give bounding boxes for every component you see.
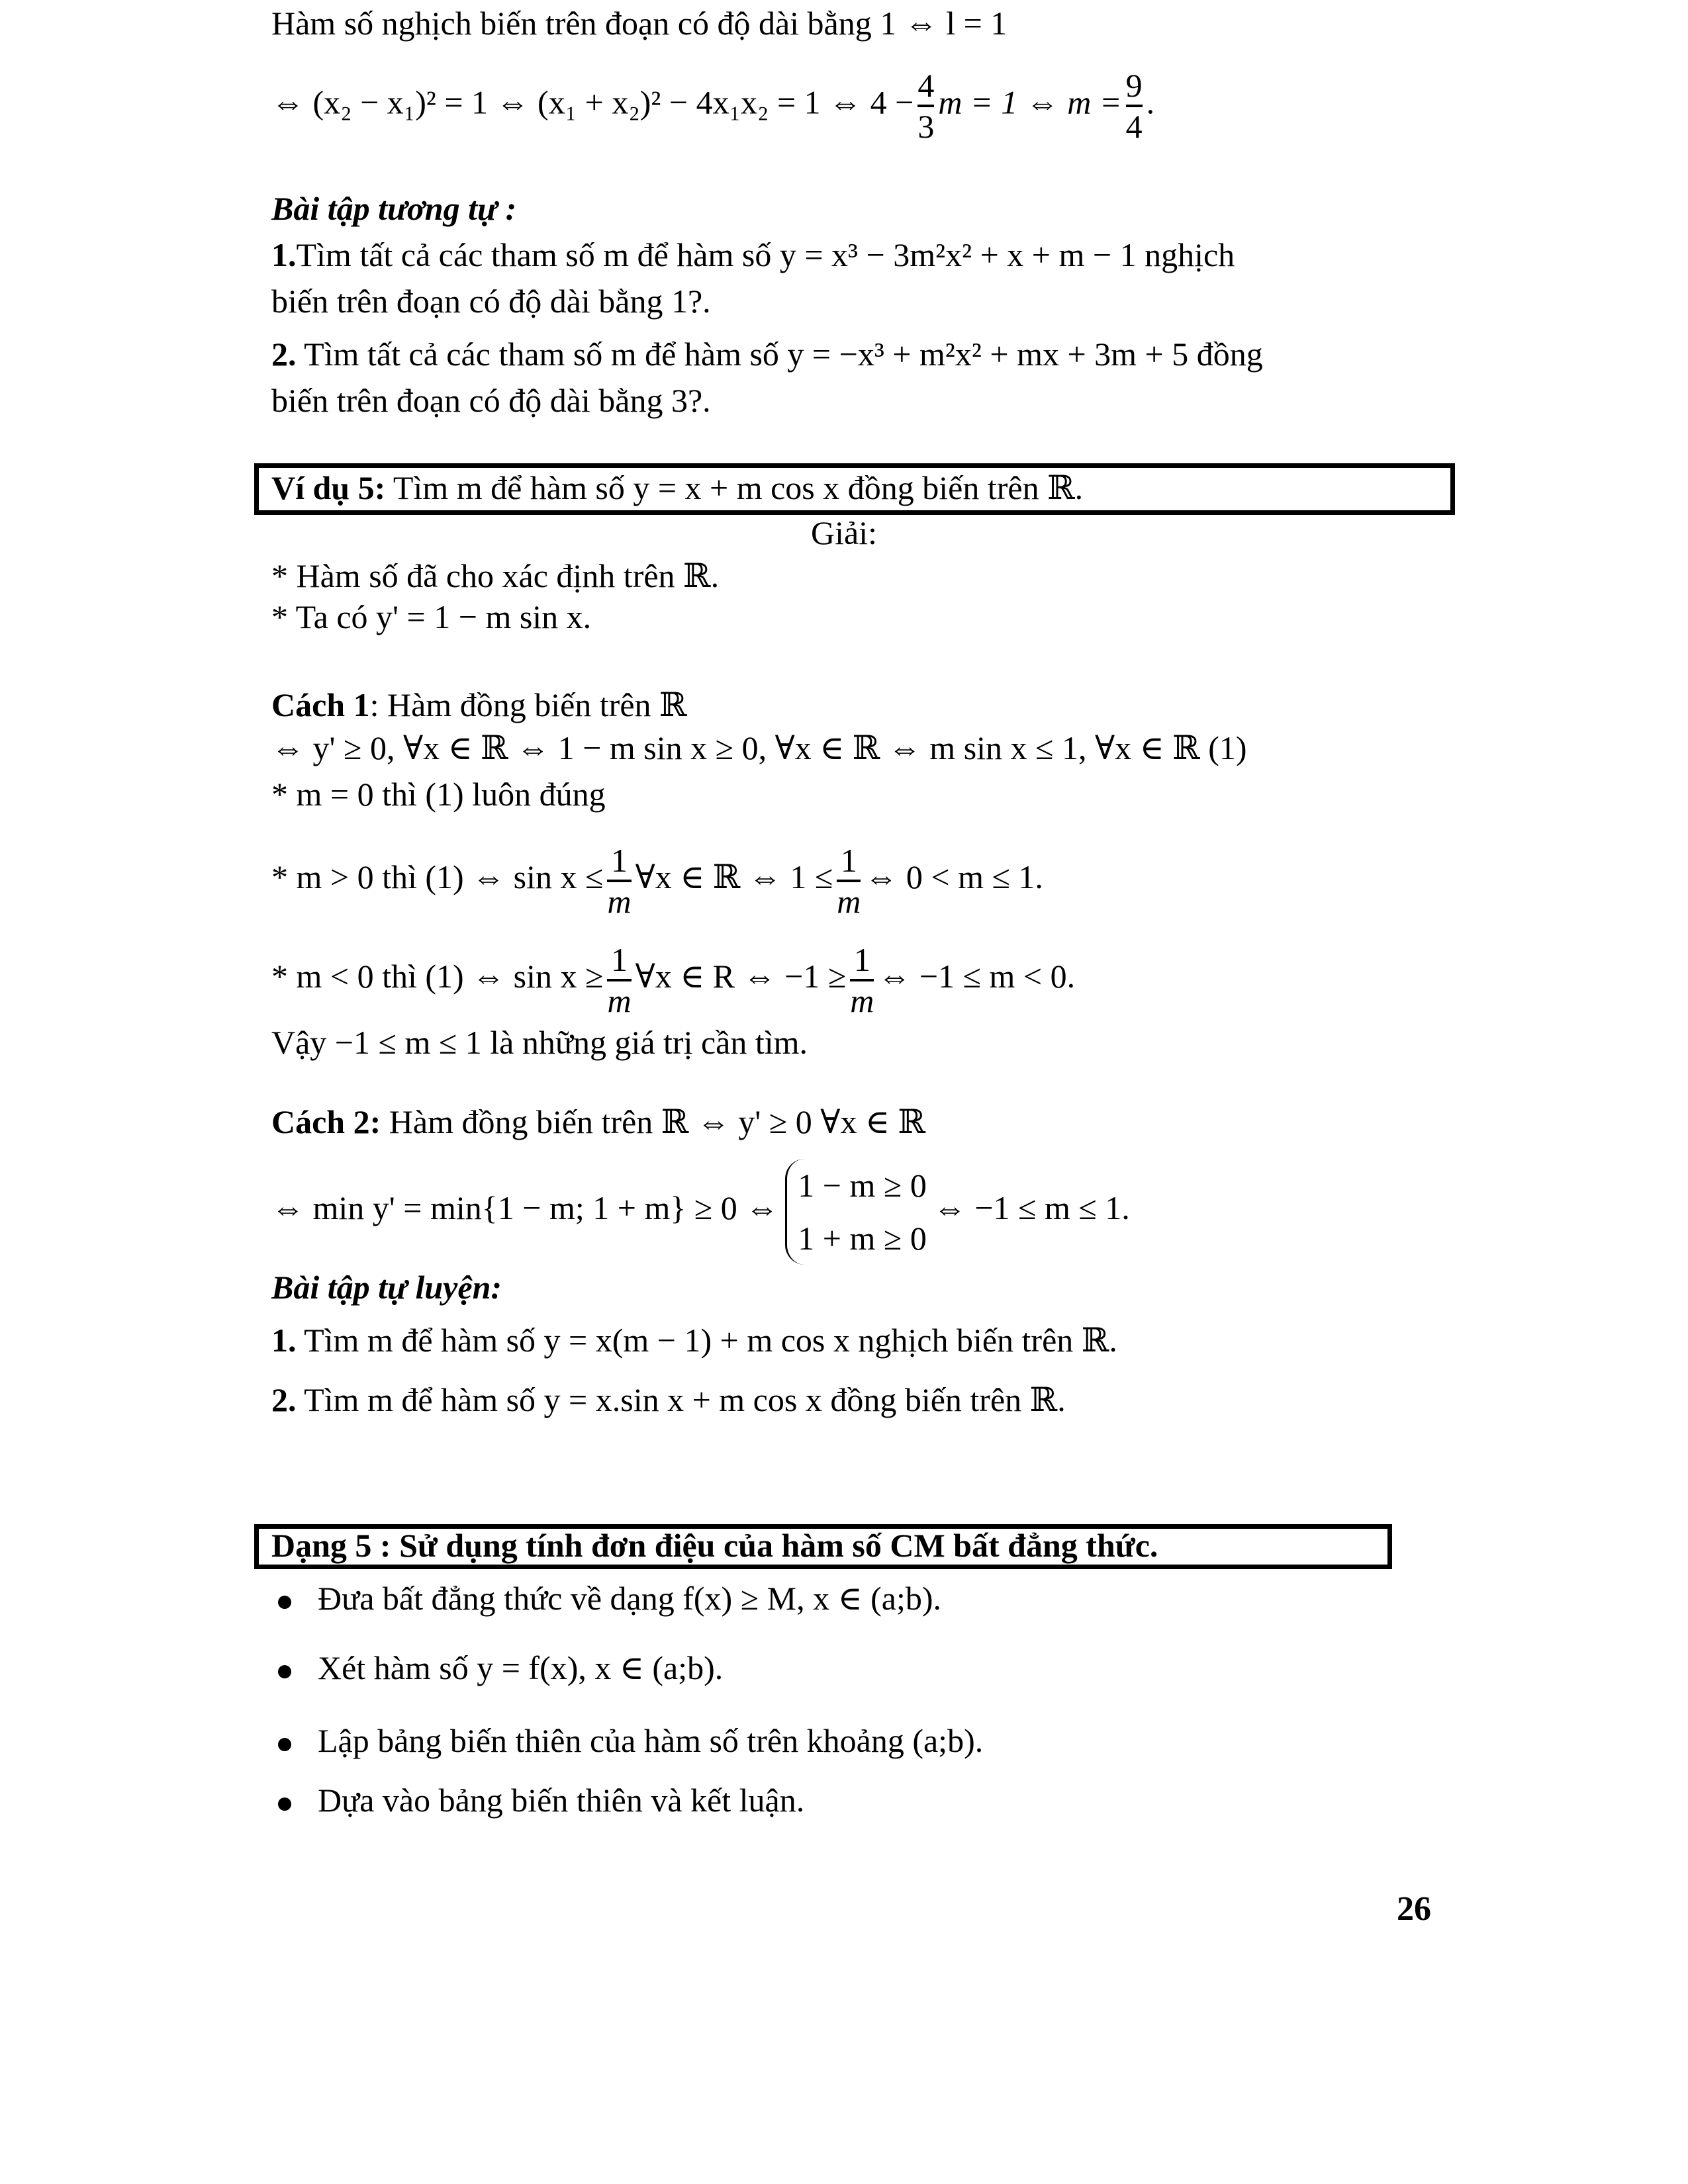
equation-part-b: m = 1 ⇔ m = — [938, 83, 1122, 121]
fraction-numerator: 4 — [917, 67, 935, 104]
fraction-denominator: 3 — [917, 105, 934, 146]
case-text: ⇔ 0 < m ≤ 1. — [865, 858, 1043, 895]
system-of-inequalities — [785, 1159, 927, 1265]
bullet-text: Lập bảng biến thiên của hàm số trên khoảng (a;b). — [318, 1722, 984, 1759]
exercise-text: Tìm m để hàm số y = x.sin x + m cos x đồng biến trên ℝ. — [296, 1381, 1066, 1418]
solution-label: Giải: — [811, 514, 877, 551]
similar-exercise-1 — [271, 235, 1235, 275]
example-5-title — [271, 468, 1083, 508]
form-5-title: Dạng 5 : Sử dụng tính đơn điệu của hàm số CM bất đẳng thức. — [271, 1527, 1158, 1564]
case-text: * m > 0 thì (1) ⇔ sin x ≤ — [271, 858, 604, 895]
fraction-1-over-m — [850, 940, 874, 1020]
self-practice-heading: Bài tập tự luyện: — [271, 1269, 502, 1306]
bullet-text: Dựa vào bảng biến thiên và kết luận. — [318, 1782, 805, 1819]
case-text: ∀x ∈ R ⇔ −1 ≥ — [635, 958, 847, 995]
method-2-derivation — [271, 1152, 1130, 1265]
solution-step-1: * Hàm số đã cho xác định trên ℝ. — [271, 557, 720, 594]
fraction-1-over-m — [607, 940, 631, 1020]
method-label: Cách 1 — [271, 686, 370, 723]
example-label: Ví dụ 5: — [271, 469, 386, 506]
exercise-number: 1. — [271, 236, 297, 273]
bullet-icon — [278, 1797, 291, 1811]
bullet-icon — [278, 1596, 291, 1609]
solution-step-2: * Ta có y' = 1 − m sin x. — [271, 598, 592, 635]
fraction-4-3 — [917, 66, 934, 146]
equation-part-a: ⇔ (x₂ − x₁)² = 1 ⇔ (x₁ + x₂)² − 4x₁x₂ = 1 ⇔ 4 − — [271, 83, 914, 121]
method-title-text: Hàm đồng biến trên ℝ ⇔ y' ≥ 0 ∀x ∈ ℝ — [381, 1103, 926, 1140]
derivation-result: ⇔ −1 ≤ m ≤ 1. — [933, 1189, 1130, 1226]
fraction-numerator: 9 — [1125, 67, 1143, 104]
form-5-bullet-4 — [278, 1780, 804, 1820]
example-text: Tìm m để hàm số y = x + m cos x đồng biến trên ℝ. — [385, 469, 1084, 506]
bullet-text: Đưa bất đẳng thức về dạng f(x) ≥ M, x ∈ (a;b). — [318, 1580, 941, 1617]
derivation-text: ⇔ min y' = min{1 − m; 1 + m} ≥ 0 ⇔ — [271, 1189, 779, 1226]
method-1-conclusion: Vậy −1 ≤ m ≤ 1 là những giá trị cần tìm. — [271, 1024, 808, 1061]
exercise-number: 2. — [271, 1381, 297, 1418]
method-1-case-negative — [271, 927, 1075, 1026]
similar-exercise-2 — [271, 334, 1263, 374]
exercise-text: Tìm tất cả các tham số m để hàm số y = −x³ + m²x² + mx + 3m + 5 đồng — [296, 336, 1263, 373]
fraction-numerator: 1 — [611, 841, 628, 879]
exercise-number: 2. — [271, 336, 297, 373]
fraction-9-4 — [1126, 66, 1143, 146]
fraction-denominator: m — [607, 979, 631, 1020]
inequality-1: 1 − m ≥ 0 — [798, 1166, 927, 1204]
fraction-1-over-m — [607, 841, 631, 921]
fraction-numerator: 1 — [611, 940, 628, 978]
fraction-denominator: m — [607, 880, 631, 921]
exercise-number: 1. — [271, 1322, 297, 1359]
intro-line-1: Hàm số nghịch biến trên đoạn có độ dài bằng 1 ⇔ l = 1 — [271, 5, 1008, 42]
method-1-case-positive — [271, 827, 1043, 927]
similar-exercise-1-cont: biến trên đoạn có độ dài bằng 1?. — [271, 283, 711, 320]
bullet-text: Xét hàm số y = f(x), x ∈ (a;b). — [318, 1649, 724, 1686]
similar-exercise-2-cont: biến trên đoạn có độ dài bằng 3?. — [271, 382, 711, 419]
method-1-case-zero: * m = 0 thì (1) luôn đúng — [271, 776, 606, 813]
fraction-denominator: m — [837, 880, 861, 921]
form-5-bullet-2 — [278, 1648, 723, 1688]
case-text: * m < 0 thì (1) ⇔ sin x ≥ — [271, 958, 604, 995]
inequality-2: 1 + m ≥ 0 — [798, 1219, 927, 1257]
form-5-bullet-3 — [278, 1721, 983, 1760]
fraction-numerator: 1 — [840, 841, 857, 879]
method-1-title — [271, 685, 687, 725]
self-practice-1 — [271, 1320, 1117, 1360]
intro-equation — [271, 66, 1154, 146]
fraction-denominator: m — [850, 979, 874, 1020]
method-2-title — [271, 1102, 925, 1142]
fraction-1-over-m — [837, 841, 861, 921]
form-5-bullet-1 — [278, 1578, 941, 1618]
case-text: ∀x ∈ ℝ ⇔ 1 ≤ — [635, 858, 833, 895]
equation-end: . — [1146, 83, 1155, 121]
self-practice-2 — [271, 1380, 1066, 1420]
fraction-numerator: 1 — [853, 940, 870, 978]
page-number: 26 — [1397, 1890, 1431, 1928]
bullet-icon — [278, 1665, 291, 1678]
exercise-text: Tìm m để hàm số y = x(m − 1) + m cos x nghịch biến trên ℝ. — [296, 1322, 1117, 1359]
similar-exercises-heading: Bài tập tương tự : — [271, 190, 517, 227]
method-label: Cách 2: — [271, 1103, 381, 1140]
bullet-icon — [278, 1738, 291, 1751]
method-1-line-1: ⇔ y' ≥ 0, ∀x ∈ ℝ ⇔ 1 − m sin x ≥ 0, ∀x ∈ ℝ ⇔ m sin x ≤ 1, ∀x ∈ ℝ (1) — [271, 729, 1247, 766]
fraction-denominator: 4 — [1126, 105, 1143, 146]
method-title-text: : Hàm đồng biến trên ℝ — [369, 686, 687, 723]
case-text: ⇔ −1 ≤ m < 0. — [878, 958, 1076, 995]
exercise-text: Tìm tất cả các tham số m để hàm số y = x³ − 3m²x² + x + m − 1 nghịch — [296, 236, 1235, 273]
